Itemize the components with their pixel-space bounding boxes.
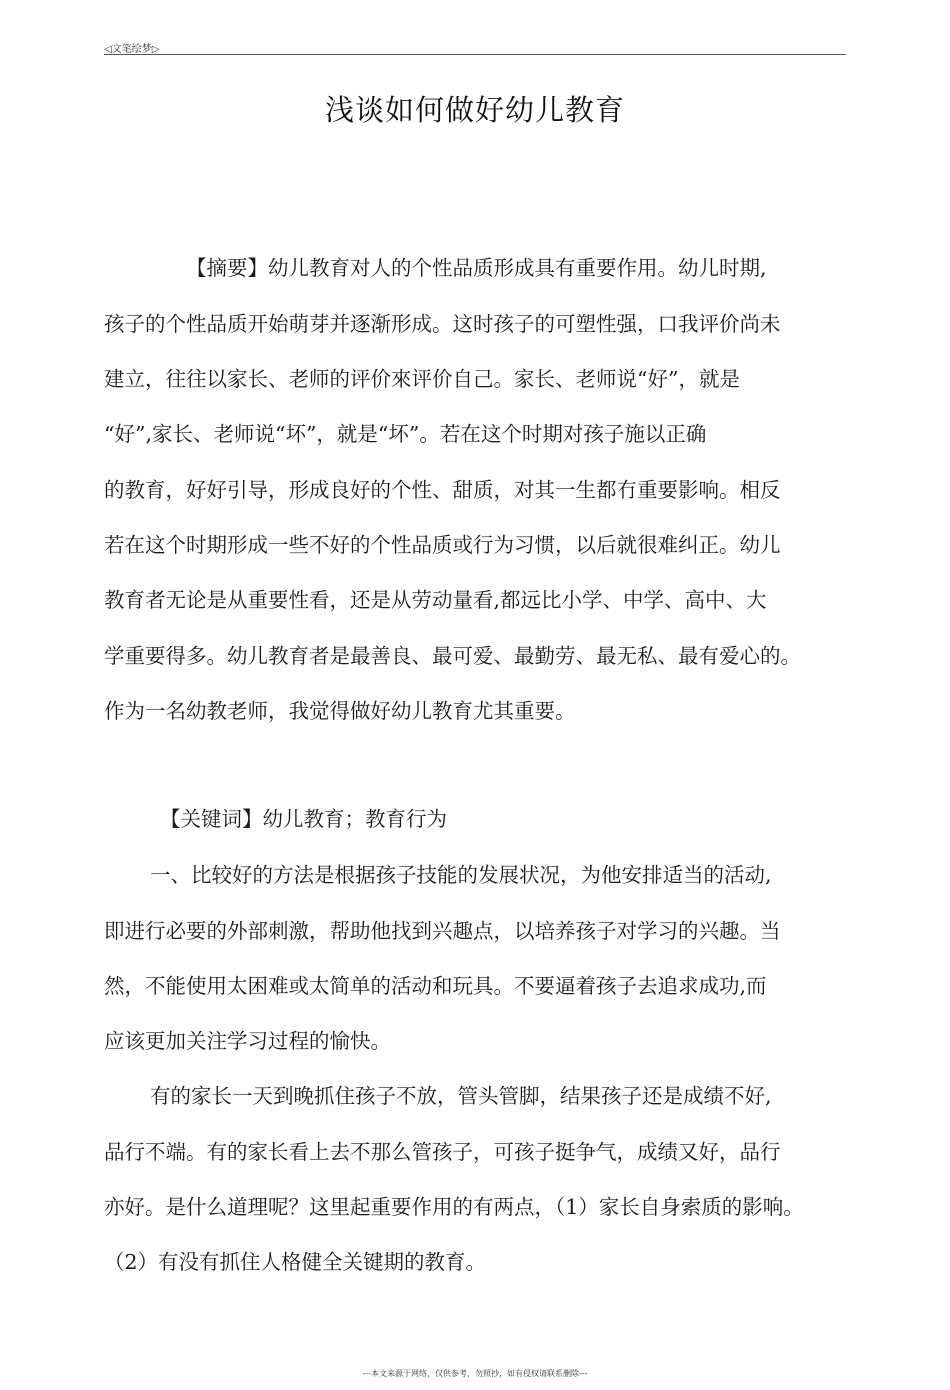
abstract-line: 的教育，好好引导，形成良好的个性、甜质，对其一生都冇重要影响。相反 bbox=[104, 478, 781, 502]
paragraph-line: （2）有没有抓住人格健全关键期的教育。 bbox=[104, 1250, 487, 1274]
abstract-line: 【摘要】幼儿教育对人的个性品质形成具有重要作用。幼儿时期, bbox=[186, 256, 767, 280]
header-rule bbox=[104, 54, 846, 55]
paragraph-line: 然，不能使用太困难或太简单的活动和玩具。不要逼着孩子去追求成功,而 bbox=[104, 974, 767, 998]
paragraph-line: 即进行必要的外部刺激，帮助他找到兴趣点，以培养孩子对学习的兴趣。当 bbox=[104, 919, 781, 943]
paragraph-line: 有的家长一天到晚抓住孩子不放，管头管脚，结果孩子还是成绩不好, bbox=[150, 1084, 772, 1108]
abstract-line: 孩子的个性品质开始萌芽并逐渐形成。这时孩子的可塑性强，口我评价尚未 bbox=[104, 312, 781, 336]
paragraph-line: 一、比较好的方法是根据孩子技能的发展状况，为他安排适当的活动, bbox=[150, 863, 772, 887]
abstract-line: “好”,家长、老师说“坏”，就是“坏”。若在这个时期对孩子施以正确 bbox=[104, 422, 707, 446]
footer-notice: ---本文来源于网络，仅供参考，勿照抄，如有侵权请联系删除--- bbox=[362, 1369, 588, 1378]
keywords: 【关键词】幼儿教育；教育行为 bbox=[160, 807, 447, 831]
abstract-line: 教育者无论是从重要性看，还是从劳动量看,都远比小学、中学、高中、大 bbox=[104, 588, 767, 612]
abstract-line: 学重要得多。幼儿教育者是最善良、最可爱、最勤劳、最无私、最有爱心的。 bbox=[104, 644, 801, 668]
abstract-line: 作为一名幼教老师，我觉得做好幼儿教育尤其重要。 bbox=[104, 699, 576, 723]
abstract-line: 建立，往往以家长、老师的评价來评价自己。家长、老师说“好”，就是 bbox=[104, 367, 740, 391]
paragraph-line: 亦好。是什么道理呢？这里起重要作用的有两点，（1）家长自身索质的影响。 bbox=[104, 1195, 804, 1219]
document-title: 浅谈如何做好幼儿教育 bbox=[324, 93, 625, 127]
paragraph-line: 应该更加关注学习过程的愉快。 bbox=[104, 1029, 391, 1053]
header-mark: ◁文笔绘梦▷ bbox=[104, 44, 160, 55]
abstract-line: 若在这个时期形成一些不好的个性品质或行为习惯，以后就很难纠正。幼儿 bbox=[104, 533, 781, 557]
paragraph-line: 品行不端。有的家长看上去不那么管孩子，可孩子挺争气，成绩又好，品行 bbox=[104, 1140, 781, 1164]
